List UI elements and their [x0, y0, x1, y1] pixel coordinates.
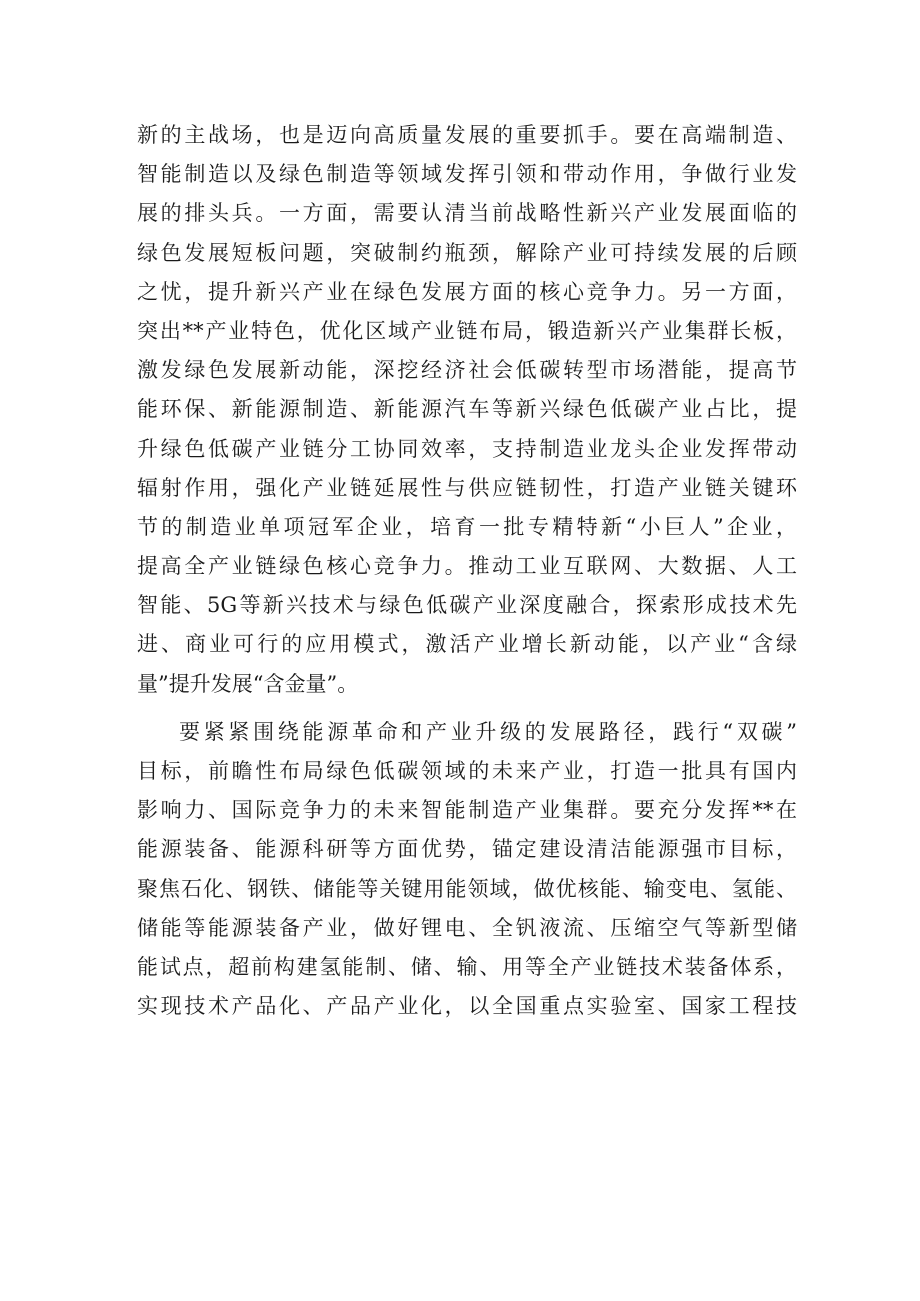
document-body	[137, 116, 797, 1026]
text-line: 突出**产业特色，优化区域产业链布局，锻造新兴产业集群长板，	[137, 318, 797, 343]
text-line: 节的制造业单项冠军企业，培育一批专精特新“小巨人”企业，	[137, 514, 797, 539]
text-line: 升绿色低碳产业链分工协同效率，支持制造业龙头企业发挥带动	[137, 436, 797, 461]
text-line: 激发绿色发展新动能，深挖经济社会低碳转型市场潜能，提高节	[137, 358, 797, 383]
text-line: 储能等能源装备产业，做好锂电、全钒液流、压缩空气等新型储	[137, 915, 797, 940]
text-line: 能环保、新能源制造、新能源汽车等新兴绿色低碳产业占比，提	[137, 397, 797, 422]
text-line: 能源装备、能源科研等方面优势，锚定建设清洁能源强市目标，	[137, 837, 797, 862]
text-line: 之忧，提升新兴产业在绿色发展方面的核心竞争力。另一方面，	[137, 279, 797, 304]
text-line: 智能、5G等新兴技术与绿色低碳产业深度融合，探索形成技术先	[137, 593, 797, 618]
paragraph-spacer	[137, 704, 797, 713]
text-line: 提高全产业链绿色核心竞争力。推动工业互联网、大数据、人工	[137, 554, 797, 579]
text-line: 绿色发展短板问题，突破制约瓶颈，解除产业可持续发展的后顾	[137, 240, 797, 265]
text-line: 能试点，超前构建氢能制、储、输、用等全产业链技术装备体系，	[137, 954, 797, 979]
text-line: 要紧紧围绕能源革命和产业升级的发展路径，践行“双碳”	[179, 719, 797, 744]
paragraph-1	[137, 116, 797, 704]
text-line: 目标，前瞻性布局绿色低碳领域的未来产业，打造一批具有国内	[137, 759, 797, 783]
text-line: 展的排头兵。一方面，需要认清当前战略性新兴产业发展面临的	[137, 201, 797, 226]
text-line: 智能制造以及绿色制造等领域发挥引领和带动作用，争做行业发	[137, 162, 797, 187]
text-line: 聚焦石化、钢铁、储能等关键用能领域，做优核能、输变电、氢能、	[137, 876, 797, 901]
text-line: 影响力、国际竞争力的未来智能制造产业集群。要充分发挥**在	[137, 798, 797, 823]
text-line: 进、商业可行的应用模式，激活产业增长新动能，以产业“含绿	[137, 632, 797, 657]
text-line: 实现技术产品化、产品产业化，以全国重点实验室、国家工程技	[137, 994, 797, 1019]
text-line: 辐射作用，强化产业链延展性与供应链韧性，打造产业链关键环	[137, 475, 797, 500]
text-line: 量”提升发展“含金量”。	[137, 671, 359, 696]
text-line: 新的主战场，也是迈向高质量发展的重要抓手。要在高端制造、	[137, 123, 797, 147]
paragraph-2	[137, 713, 797, 1027]
